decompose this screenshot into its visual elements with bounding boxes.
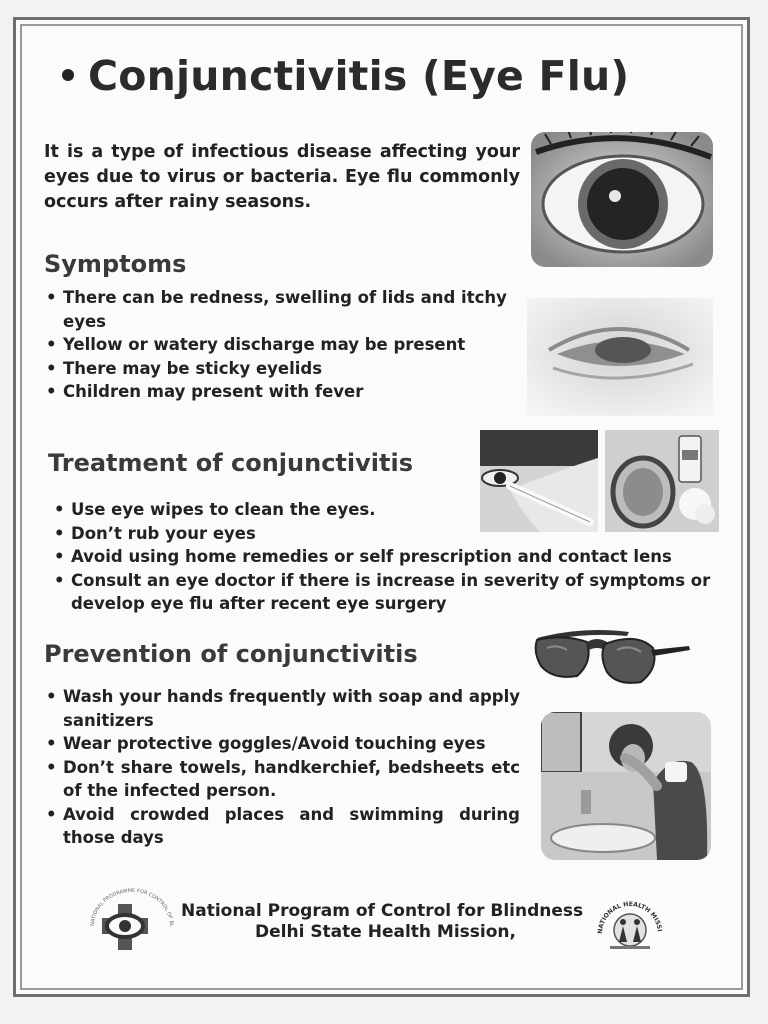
goggles-image [533,624,693,694]
bullet-dot-icon [62,69,74,81]
list-item: • Wear protective goggles/Avoid touching eyes [44,732,520,756]
list-item: • Wash your hands frequently with soap and apply sanitizers [44,685,520,732]
symptoms-list [44,286,514,404]
list-item: • Don’t share towels, handkerchief, bedsheets etc of the infected person. [44,756,520,803]
title-text: Conjunctivitis (Eye Flu) [88,52,630,100]
seal-text-left: NATIONAL PROGRAMME FOR CONTROL OF BL [89,887,175,927]
footer-program-name: National Program of Control for Blindness [181,901,584,921]
symptoms-heading: Symptoms [44,250,187,278]
list-item: • Don’t rub your eyes [52,522,722,546]
nhm-logo [592,892,668,956]
list-item: • Use eye wipes to clean the eyes. [52,498,722,522]
prevention-list [44,685,520,850]
list-item: • Children may present with fever [44,380,514,404]
list-item: • Avoid using home remedies or self prescription and contact lens [52,545,722,569]
list-item: • Consult an eye doctor if there is increase in severity of symptoms or develop eye flu after recent eye surgery [52,569,722,616]
treatment-list [52,498,722,616]
washing-face-photo [541,712,711,860]
swollen-eyelid-photo [527,298,713,416]
list-item: • There may be sticky eyelids [44,357,514,381]
seal-text-right: NATIONAL HEALTH MISSI [596,900,663,935]
footer-mission-name: Delhi State Health Mission, [255,922,516,942]
treatment-heading: Treatment of conjunctivitis [48,449,413,477]
page-title [62,52,629,100]
npcb-logo [86,882,178,954]
infected-eye-photo [531,132,713,267]
intro-paragraph: It is a type of infectious disease affecting your eyes due to virus or bacteria. Eye flu commonly occurs after rainy seasons. [44,142,520,212]
list-item: • There can be redness, swelling of lids and itchy eyes [44,286,514,333]
prevention-heading: Prevention of conjunctivitis [44,640,418,668]
list-item: • Avoid crowded places and swimming during those days [44,803,520,850]
list-item: • Yellow or watery discharge may be present [44,333,514,357]
